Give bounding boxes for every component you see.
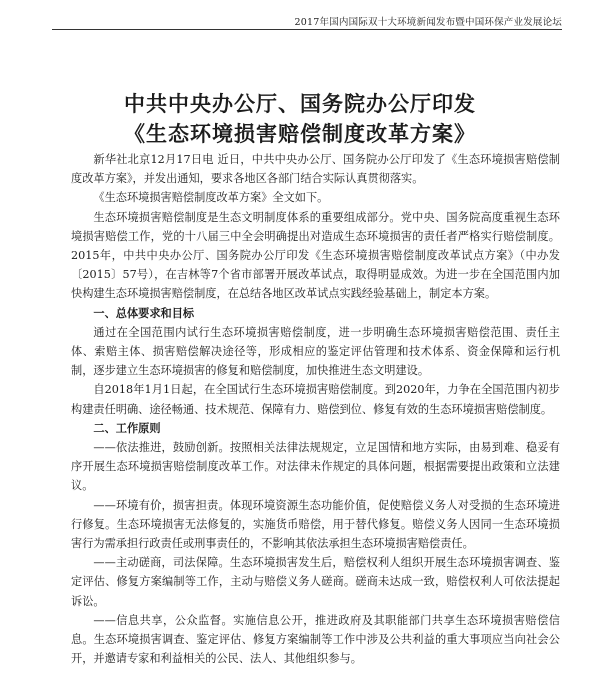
header-divider — [52, 29, 562, 30]
paragraph-5: 自2018年1月1日起，在全国试行生态环境损害赔偿制度。到2020年，力争在全国范围内初步构建责任明确、途径畅通、技术规范、保障有力、赔偿到位、修复有效的生态环境损害赔偿制度。 — [71, 383, 560, 416]
section-heading-2: 二、工作原则 — [93, 420, 161, 435]
paragraph-4: 通过在全国范围内试行生态环境损害赔偿制度，进一步明确生态环境损害赔偿范围、责任主体、索赔主体、损害赔偿解决途径等，形成相应的鉴定评估管理和技术体系、资金保障和运行机制，逐步建立生态环境损害的修复和赔偿制度，加快推进生态文明建设。 — [71, 325, 560, 378]
paragraph-8: ——主动磋商，司法保障。生态环境损害发生后，赔偿权利人组织开展生态环境损害调查、鉴定评估、修复方案编制等工作，主动与赔偿义务人磋商。磋商未达成一致，赔偿权利人可依法提起诉讼。 — [71, 556, 560, 608]
document-title-line1: 中共中央办公厅、国务院办公厅印发 — [124, 91, 476, 116]
paragraph-9: ——信息共享，公众监督。实施信息公开，推进政府及其职能部门共享生态环境损害赔偿信息。生态环境损害调查、鉴定评估、修复方案编制等工作中涉及公共利益的重大事项应当向社会公开，并邀请专家和利益相关的公民、法人、其他组织参与。 — [71, 613, 560, 666]
paragraph-6: ——依法推进，鼓励创新。按照相关法律法规规定，立足国情和地方实际，由易到难、稳妥有序开展生态环境损害赔偿制度改革工作。对法律未作规定的具体问题，根据需要提出政策和立法建议。 — [71, 441, 560, 493]
paragraph-3: 生态环境损害赔偿制度是生态文明制度体系的重要组成部分。党中央、国务院高度重视生态环境损害赔偿工作，党的十八届三中全会明确提出对造成生态环境损害的责任者严格实行赔偿制度。2015年，中共中央办公厅、国务院办公厅印发《生态环境损害赔偿制度改革试点方案》（中办发〔2015〕57号），在吉林等7个省市部署开展改革试点，取得明显成效。为进一步在全国范围内加快构建生态环境损害赔偿制度，在总结各地区改革试点实践经验基础上，制定本方案。 — [71, 210, 560, 301]
paragraph-2: 《生态环境损害赔偿制度改革方案》全文如下。 — [93, 191, 329, 205]
document-title-line2: 《生态环境损害赔偿制度改革方案》 — [124, 121, 476, 146]
article-body — [71, 150, 560, 668]
paragraph-7: ——环境有价，损害担责。体现环境资源生态功能价值，促使赔偿义务人对受损的生态环境进行修复。生态环境损害无法修复的，实施货币赔偿，用于替代修复。赔偿义务人因同一生态环境损害行为需承担行政责任或刑事责任的，不影响其依法承担生态环境损害赔偿责任。 — [71, 498, 560, 551]
page-header: 2017年国内国际双十大环境新闻发布暨中国环保产业发展论坛 — [294, 17, 562, 28]
section-heading-1: 一、总体要求和目标 — [93, 305, 195, 320]
paragraph-1: 新华社北京12月17日电 近日，中共中央办公厅、国务院办公厅印发了《生态环境损害赔偿制度改革方案》，并发出通知，要求各地区各部门结合实际认真贯彻落实。 — [71, 153, 560, 186]
